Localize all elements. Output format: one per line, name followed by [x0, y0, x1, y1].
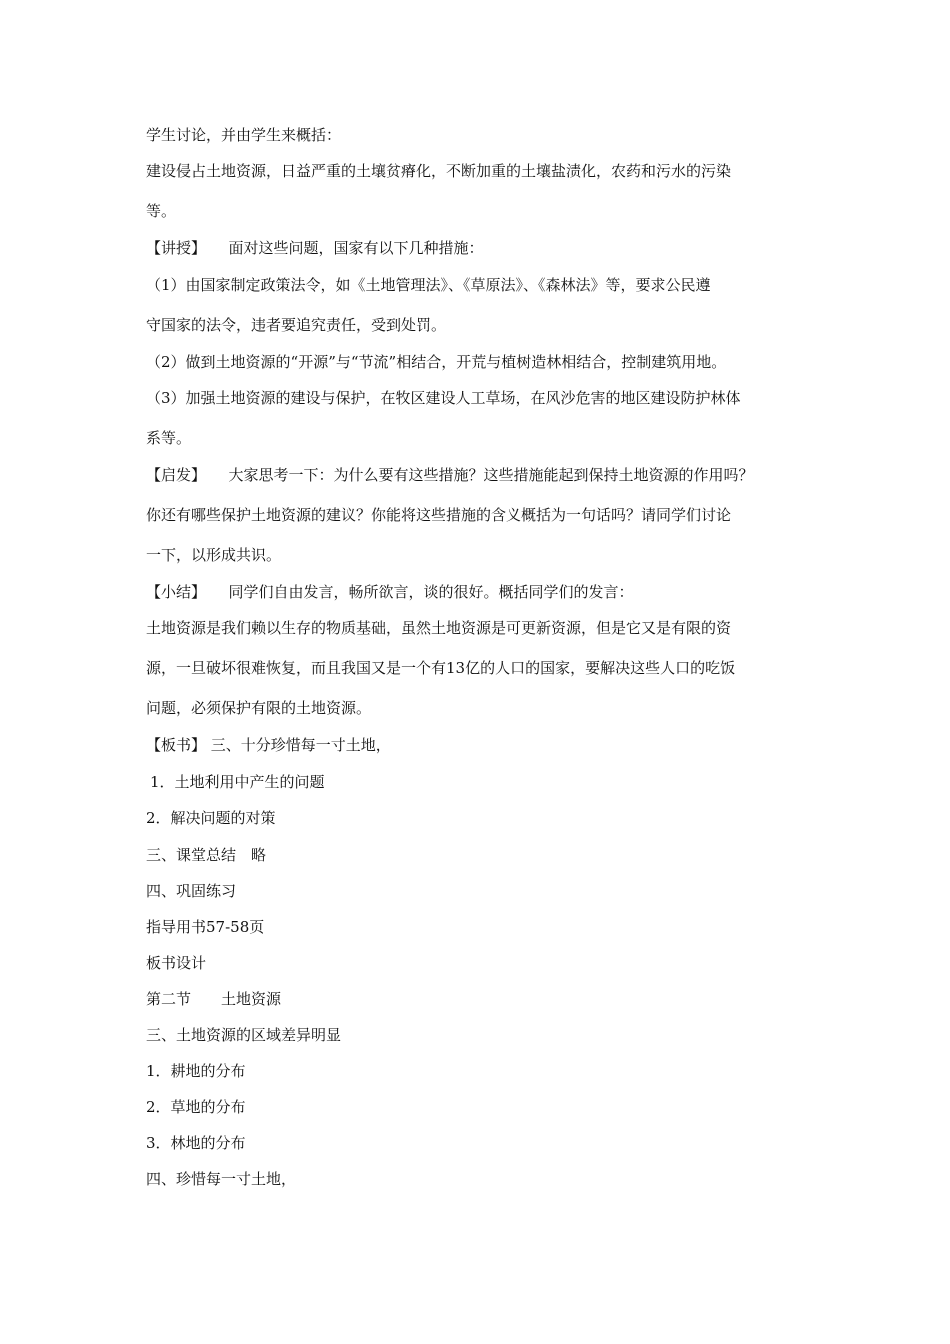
- text-line: 守国家的法令，违者要追究责任，受到处罚。: [146, 316, 447, 334]
- heading: 四、珍惜每一寸土地，: [146, 1170, 297, 1188]
- heading: 四、巩固练习: [146, 882, 237, 900]
- measure-item-2: （2）做到土地资源的“开源”与“节流”相结合，开荒与植树造林相结合，控制建筑用地。: [146, 353, 727, 371]
- text-line: 一下，以形成共识。: [146, 546, 282, 564]
- section-label-lecture: 【讲授】 面对这些问题，国家有以下几种措施：: [146, 239, 484, 257]
- text-line: 学生讨论，并由学生来概括：: [146, 126, 342, 144]
- section-label-inspire: 【启发】 大家思考一下：为什么要有这些措施？这些措施能起到保持土地资源的作用吗？: [146, 466, 754, 484]
- text-line: 等。: [146, 202, 177, 220]
- text-line: 土地资源是我们赖以生存的物质基础，虽然土地资源是可更新资源，但是它又是有限的资: [146, 619, 732, 637]
- text-line: 指导用书57-58页: [146, 918, 265, 936]
- text-line: 你还有哪些保护土地资源的建议？你能将这些措施的含义概括为一句话吗？请同学们讨论: [146, 506, 732, 524]
- text-line: 源，一旦破坏很难恢复，而且我国又是一个有13亿的人口的国家，要解决这些人口的吃饭: [146, 659, 736, 677]
- list-item: 1．耕地的分布: [146, 1062, 246, 1080]
- heading: 三、土地资源的区域差异明显: [146, 1026, 342, 1044]
- section-label-board: 【板书】 三、十分珍惜每一寸土地，: [146, 736, 391, 754]
- list-item: 2．解决问题的对策: [146, 809, 276, 827]
- text-line: 建设侵占土地资源，日益严重的土壤贫瘠化，不断加重的土壤盐渍化，农药和污水的污染: [146, 162, 732, 180]
- heading: 板书设计: [146, 954, 207, 972]
- heading: 三、课堂总结 略: [146, 846, 267, 864]
- measure-item-1: （1）由国家制定政策法令，如《土地管理法》、《草原法》、《森林法》等，要求公民遵: [146, 276, 711, 294]
- list-item: 2．草地的分布: [146, 1098, 246, 1116]
- text-line: 系等。: [146, 429, 192, 447]
- heading: 第二节 土地资源: [146, 990, 282, 1008]
- list-item: 3．林地的分布: [146, 1134, 246, 1152]
- measure-item-3: （3）加强土地资源的建设与保护，在牧区建设人工草场，在风沙危害的地区建设防护林体: [146, 389, 741, 407]
- text-line: 问题，必须保护有限的土地资源。: [146, 699, 372, 717]
- list-item: 1．土地利用中产生的问题: [150, 773, 325, 791]
- section-label-summary: 【小结】 同学们自由发言，畅所欲言，谈的很好。概括同学们的发言：: [146, 583, 634, 601]
